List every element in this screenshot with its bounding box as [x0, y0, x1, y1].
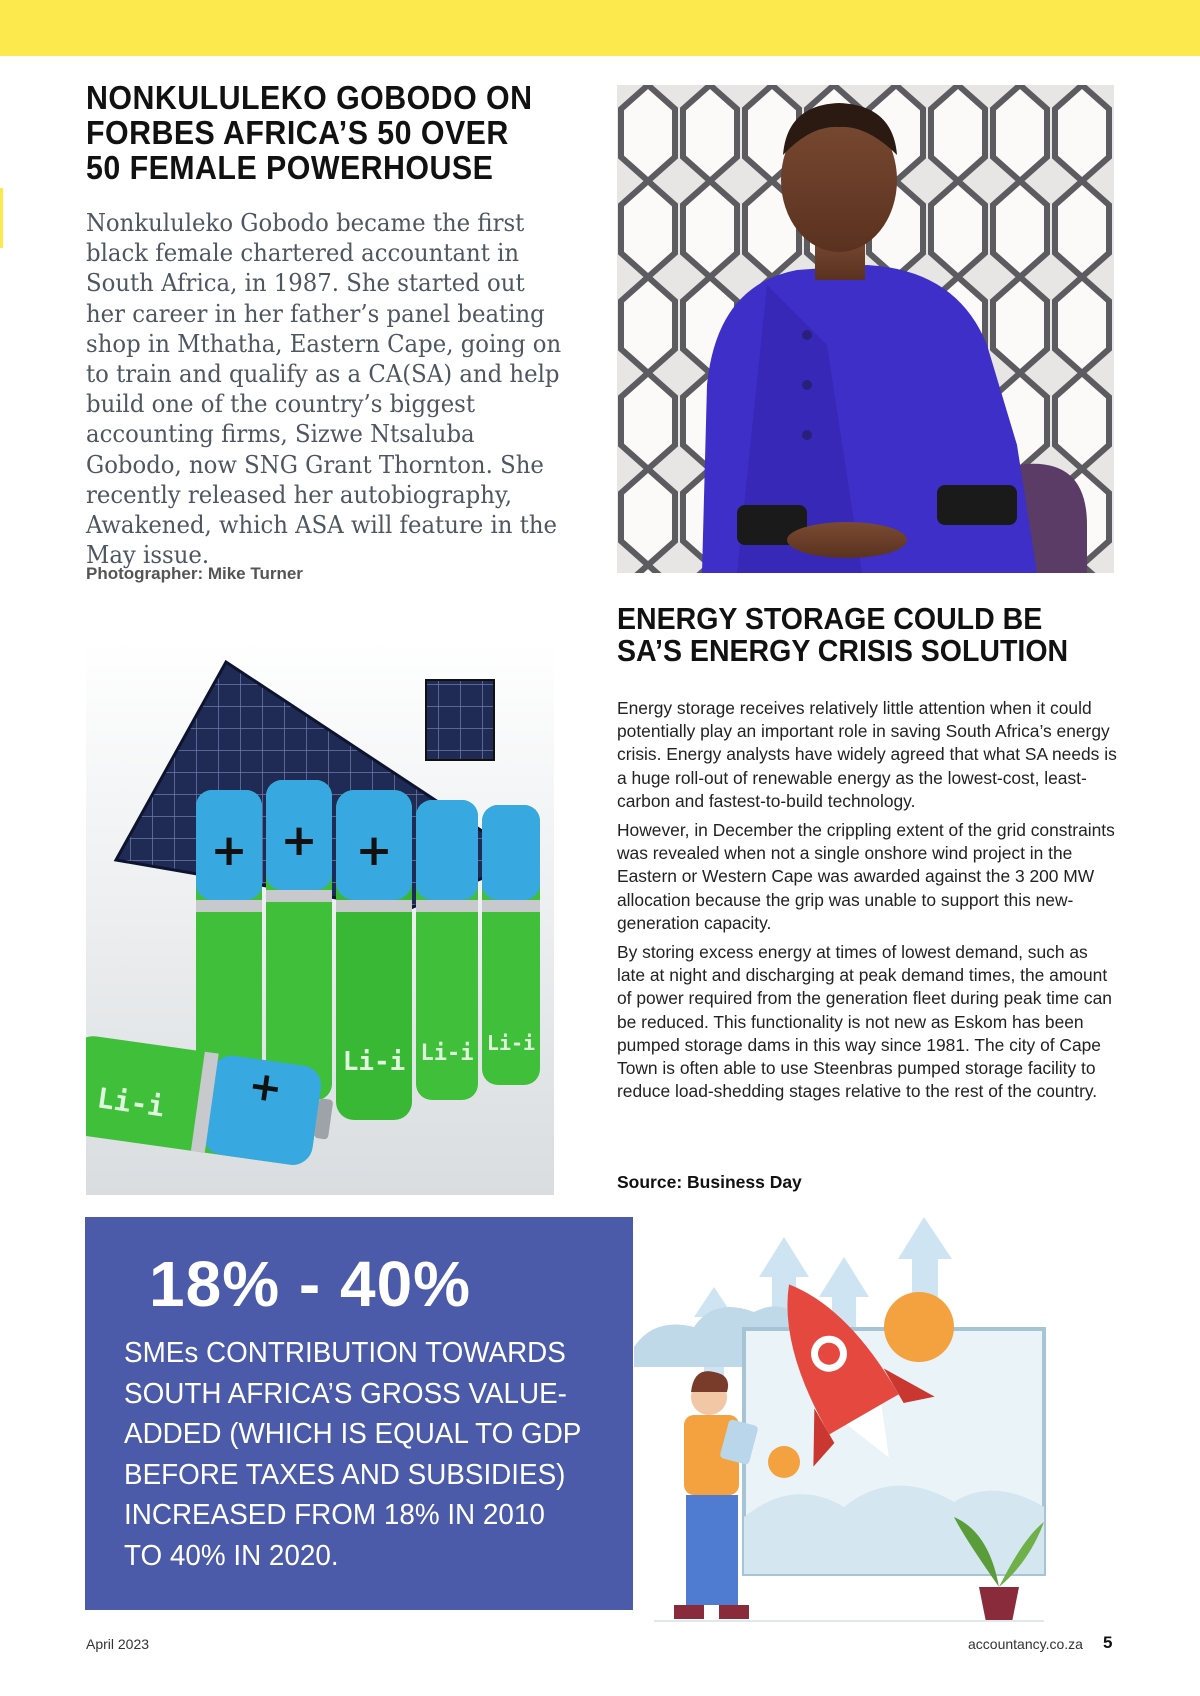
rocket-growth-illustration	[634, 1217, 1052, 1627]
side-accent-mark	[0, 188, 3, 248]
svg-text:Li-i: Li-i	[486, 1031, 536, 1055]
lead-paragraph-gobodo: Nonkululeko Gobodo became the first black female chartered accountant in South Africa, in 1987. She started out her career in her father’s panel beating shop in Mthatha, Eastern Cape, going on to train and qualify as a CA(SA) and help build one of the country’s biggest accounting firms, Sizwe Ntsaluba Gobodo, now SNG Grant Thornton. She recently released her autobiography, Awakened, which ASA will feature in the May issue.	[86, 208, 562, 570]
svg-text:+: +	[245, 1062, 286, 1113]
svg-text:+: +	[355, 825, 393, 876]
paragraph: By storing excess energy at times of lowest demand, such as late at night and discharging at peak demand times, the amount of power required from the generation fleet during peak time can be reduced. This functionality is not new as Eskom has been pumped storage dams in this way since 1981. The city of Cape Town is often able to use Steenbras pumped storage facility to reduce load-shedding stages relative to the rest of the country.	[617, 942, 1112, 1102]
svg-text:Li-i: Li-i	[342, 1047, 406, 1077]
source-credit: Source: Business Day	[617, 1172, 802, 1192]
svg-text:Li-i: Li-i	[95, 1081, 167, 1124]
energy-article-body	[617, 697, 1117, 1109]
svg-text:+: +	[280, 815, 318, 866]
photo-credit: Photographer: Mike Turner	[86, 564, 303, 583]
stat-figure: 18% - 40%	[149, 1248, 472, 1320]
footer-date: April 2023	[86, 1636, 150, 1652]
portrait-photo	[617, 85, 1114, 573]
sme-stat-box	[85, 1217, 633, 1610]
footer-website[interactable]: accountancy.co.za	[968, 1636, 1083, 1652]
svg-text:Li-i: Li-i	[420, 1041, 474, 1066]
battery-house-illustration	[86, 640, 554, 1195]
stat-description: SMEs CONTRIBUTION TOWARDS SOUTH AFRICA’S GROSS VALUE-ADDED (WHICH IS EQUAL TO GDP BEFORE TAXES AND SUBSIDIES) INCREASED FROM 18% IN 2010 TO 40% IN 2020.	[124, 1337, 581, 1572]
paragraph: Energy storage receives relatively little attention when it could potentially play an important role in saving South Africa’s energy crisis. Energy analysts have widely agreed that what SA needs is a huge roll-out of renewable energy as the lowest-cost, least-carbon and fastest-to-build technology.	[617, 698, 1117, 811]
svg-text:+: +	[210, 825, 248, 876]
paragraph: However, in December the crippling extent of the grid constraints was revealed when not a single onshore wind project in the Eastern or Western Cape was awarded against the 3 200 MW allocation because the grip was unable to support this new-generation capacity.	[617, 820, 1115, 933]
headline-gobodo: NONKULULEKO GOBODO ON FORBES AFRICA’S 50 OVER 50 FEMALE POWERHOUSE	[86, 79, 533, 186]
headline-energy-storage: ENERGY STORAGE COULD BE SA’S ENERGY CRISIS SOLUTION	[617, 601, 1069, 668]
page-number: 5	[1103, 1633, 1113, 1652]
top-accent-bar	[0, 0, 1200, 56]
